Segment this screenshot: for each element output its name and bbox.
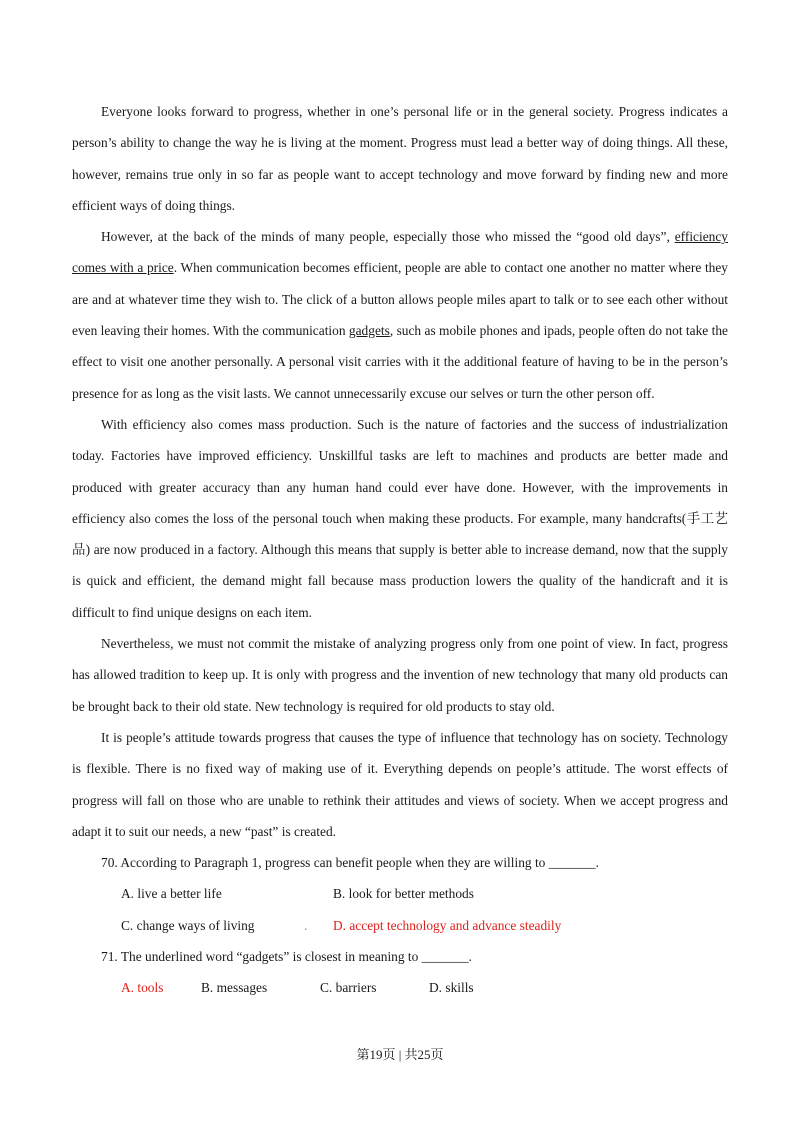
paragraph-2-body: . When communication becomes efficient, people are able to contact one another no matter where they are and at whatever time they wish to. The click of a button allows people miles apart to talk or to see each other without even leaving their homes. With the communication bbox=[72, 260, 728, 339]
paragraph-1: Everyone looks forward to progress, whether in one’s personal life or in the general society. Progress indicates a person’s ability to change the way he is living at the moment. Progress must lead a better way of doing things. All these, however, remains true only in so far as people want to accept technology and move forward by finding new and more efficient ways of doing things. bbox=[72, 104, 728, 213]
paragraph-3: With efficiency also comes mass production. Such is the nature of factories and the success of industrialization today. Factories have improved efficiency. Unskillful tasks are left to machines and products are better made and produced with greater accuracy than any human hand could ever have done. However, with the improvements in efficiency also comes the loss of the personal touch when making these products. For example, many handcrafts(手工艺品) are now produced in a factory. Although this means that supply is better able to increase demand, now that the supply is quick and efficient, the demand might fall because mass production lowers the quality of the handicraft and it is difficult to find unique designs on each item. bbox=[72, 416, 728, 620]
paragraph-5: It is people’s attitude towards progress that causes the type of influence that technology has on society. Technology is flexible. There is no fixed way of making use of it. Everything depends on people’s attitude. The worst effects of progress will fall on those who are unable to rethink their attitudes and views of society. When we accept progress and adapt it to suit our needs, a new “past” is created. bbox=[72, 729, 728, 839]
question-70-options-row-2 bbox=[72, 910, 728, 941]
answer-mark-dot: . bbox=[304, 917, 308, 933]
page-footer: 第19页 | 共25页 bbox=[356, 1047, 444, 1062]
q71-option-c: C. barriers bbox=[320, 980, 377, 996]
q70-option-d-answer: D. accept technology and advance steadily bbox=[333, 917, 562, 933]
q70-option-c: C. change ways of living bbox=[121, 917, 255, 933]
underlined-phrase-efficiency: efficiency comes with a price bbox=[72, 229, 728, 276]
document-page bbox=[72, 96, 728, 1004]
q70-option-b: B. look for better methods bbox=[333, 886, 474, 902]
question-71-stem: 71. The underlined word “gadgets” is closest in meaning to _______. bbox=[101, 949, 472, 965]
q71-option-a-answer: A. tools bbox=[121, 980, 164, 996]
q70-option-a: A. live a better life bbox=[121, 886, 222, 902]
paragraph-2-intro: However, at the back of the minds of many people, especially those who missed the “good old days”, bbox=[101, 229, 670, 245]
q71-option-b: B. messages bbox=[201, 980, 268, 996]
paragraph-2-end: , such as mobile phones and ipads, people often do not take the effect to visit one another personally. A personal visit carries with it the additional feature of having to be in the person’s presence for as long as the visit lasts. We cannot unnecessarily excuse our selves or turn the other person off. bbox=[72, 323, 728, 401]
question-70-options-row-1 bbox=[72, 878, 728, 909]
underlined-word-gadgets: gadgets bbox=[348, 323, 390, 339]
question-70-stem: 70. According to Paragraph 1, progress can benefit people when they are willing to _______. bbox=[101, 855, 599, 871]
paragraph-4: Nevertheless, we must not commit the mistake of analyzing progress only from one point of view. In fact, progress has allowed tradition to keep up. It is only with progress and the invention of new technology that many old products can be brought back to their old state. New technology is required for old products to stay old. bbox=[72, 636, 728, 714]
question-71-options bbox=[72, 972, 728, 1003]
paragraph-2 bbox=[72, 221, 728, 409]
q71-option-d: D. skills bbox=[429, 980, 474, 996]
